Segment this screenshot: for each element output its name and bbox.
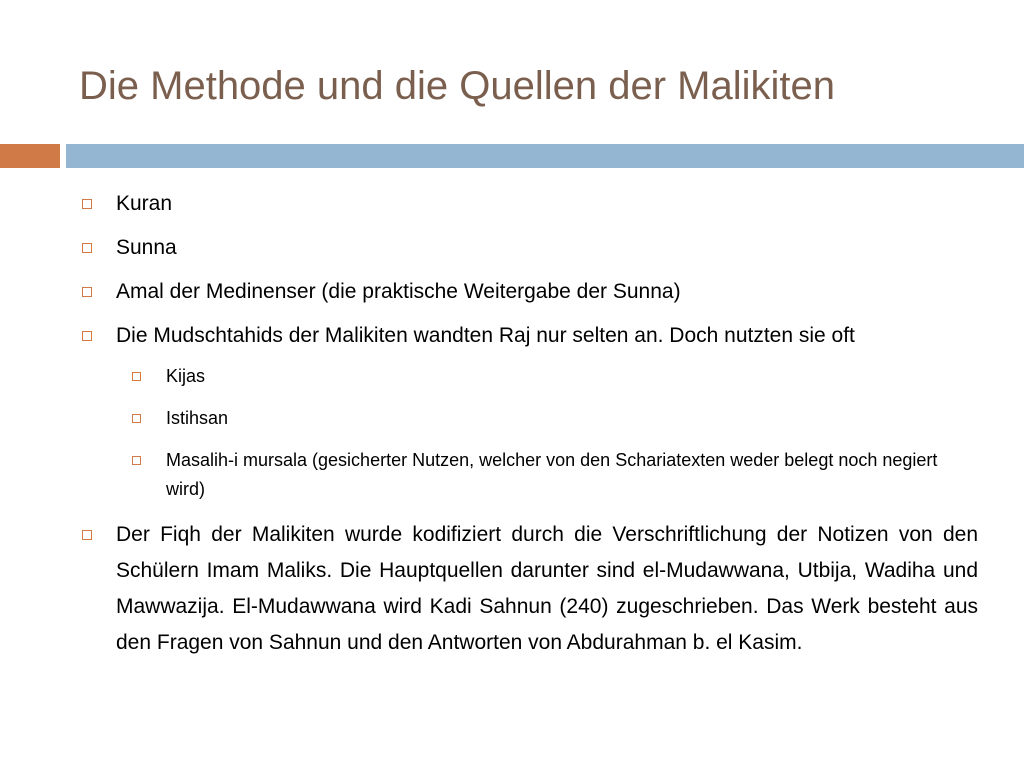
sub-list-item-text: Kijas: [166, 366, 206, 386]
slide-title: Die Methode und die Quellen der Malikiten: [79, 64, 835, 108]
square-bullet-icon: [82, 243, 92, 253]
list-item-text: Der Fiqh der Malikiten wurde kodifiziert durch die Verschriftlichung der Notizen von den Schülern Imam Maliks. Die Hauptquellen darunter sind el-Mudawwana, Utbija, Wadiha und Mawwazija. El-Mudawwana wird Kadi Sahnun (240) zugeschrieben. Das Werk besteht aus den Fragen von Sahnun und den Antworten von Abdurahman b. el Kasim.: [116, 523, 978, 654]
sub-list-item-text: Istihsan: [166, 408, 229, 428]
accent-bar-blue: [66, 144, 1024, 168]
list-item-text: Die Mudschtahids der Malikiten wandten Raj nur selten an. Doch nutzten sie oft: [116, 324, 855, 347]
list-item-text: Amal der Medinenser (die praktische Weitergabe der Sunna): [116, 280, 681, 303]
accent-bar-orange: [0, 144, 60, 168]
sub-list-item: [126, 362, 978, 391]
square-bullet-icon: [82, 331, 92, 341]
sub-list-item: [126, 404, 978, 433]
list-item: [78, 517, 978, 661]
square-bullet-icon: [132, 372, 141, 381]
list-item-text: Kuran: [116, 192, 173, 215]
list-item: [78, 274, 978, 310]
list-item: [78, 186, 978, 222]
list-item-text: Sunna: [116, 236, 177, 259]
square-bullet-icon: [132, 456, 141, 465]
square-bullet-icon: [82, 199, 92, 209]
sub-list-item-text: Masalih-i mursala (gesicherter Nutzen, welcher von den Schariatexten weder belegt noch negiert wird): [166, 450, 938, 499]
square-bullet-icon: [132, 414, 141, 423]
list-item: [78, 318, 978, 354]
list-item: [78, 230, 978, 266]
bullet-list: [78, 186, 978, 669]
square-bullet-icon: [82, 530, 92, 540]
square-bullet-icon: [82, 287, 92, 297]
sub-list-item: [126, 446, 978, 504]
